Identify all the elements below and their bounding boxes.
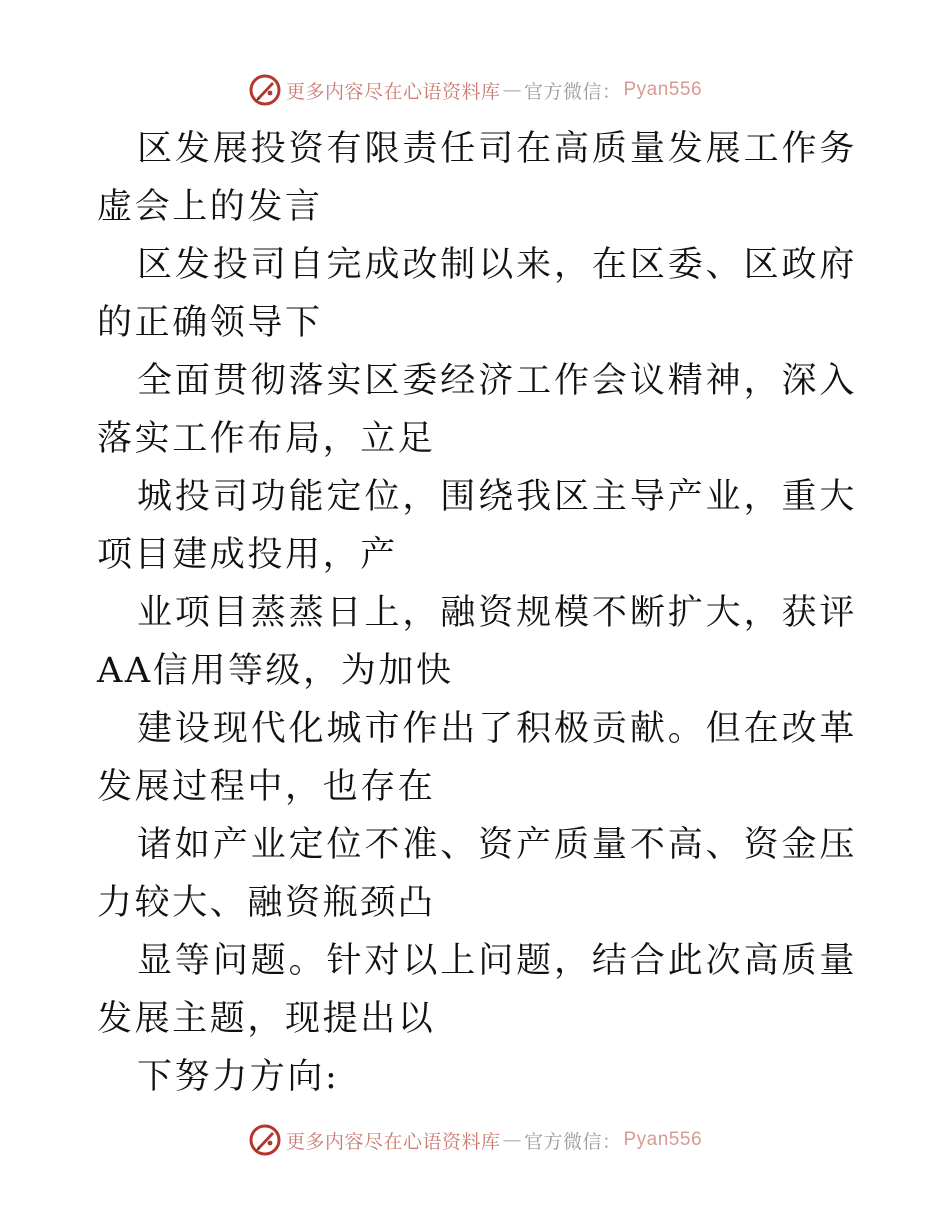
footer-watermark [0,1120,950,1160]
body-paragraph: 建设现代化城市作出了积极贡献。但在改革发展过程中，也存在 [97,709,857,807]
body-paragraph: 区发投司自完成改制以来，在区委、区政府的正确领导下 [97,245,857,343]
header-contact-id: Pyan556 [623,79,703,100]
header-separator: — [502,79,522,101]
footer-contact-id: Pyan556 [623,1129,703,1150]
body-paragraph: 显等问题。针对以上问题，结合此次高质量发展主题，现提出以 [97,941,857,1039]
body-paragraph: 城投司功能定位，围绕我区主导产业，重大项目建成投用，产 [97,477,857,575]
body-paragraph: 下努力方向: [137,1057,340,1097]
footer-contact-label: 官方微信： [523,1130,622,1153]
footer-separator: — [502,1129,522,1151]
body-paragraph: 诸如产业定位不准、资产质量不高、资金压力较大、融资瓶颈凸 [97,825,857,923]
header-contact-label: 官方微信： [523,80,622,103]
body-paragraph: 全面贯彻落实区委经济工作会议精神，深入落实工作布局，立足 [97,361,857,459]
body-paragraph: 区发展投资有限责任司在高质量发展工作务虚会上的发言 [97,129,857,227]
quill-logo-icon [248,1123,282,1157]
header-watermark [0,70,950,110]
document-body [97,120,857,1106]
header-brand-text: 更多内容尽在心语资料库 [285,80,501,103]
footer-brand-text: 更多内容尽在心语资料库 [285,1130,501,1153]
quill-logo-icon [248,73,282,107]
body-paragraph: 业项目蒸蒸日上，融资规模不断扩大，获评AA信用等级，为加快 [97,593,857,691]
